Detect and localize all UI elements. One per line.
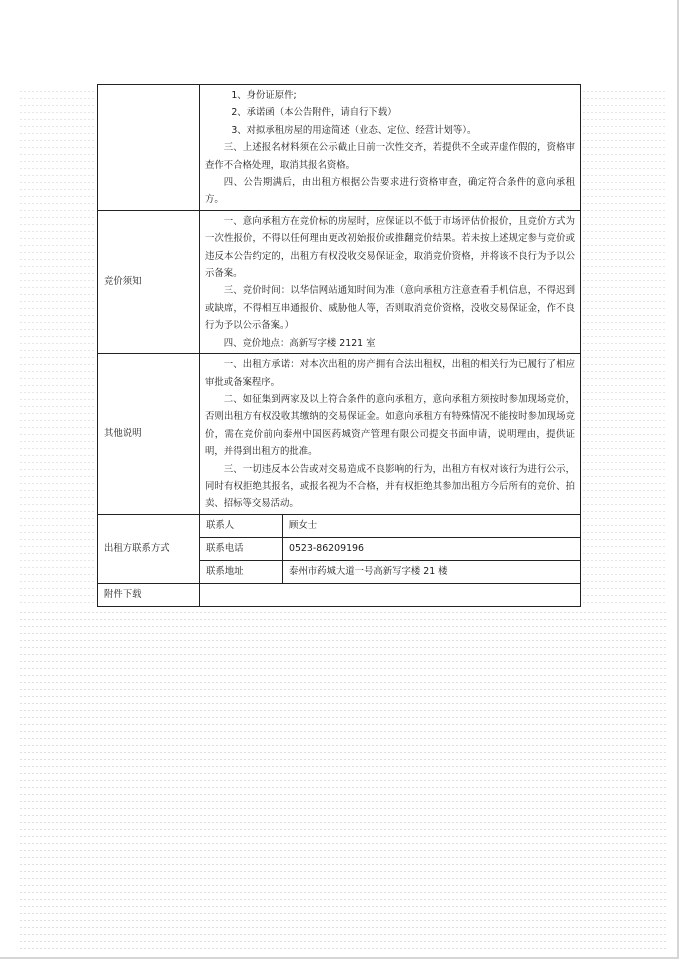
table-row bbox=[98, 514, 581, 537]
other-notes-content bbox=[200, 354, 581, 515]
attachment-download-cell[interactable] bbox=[200, 583, 581, 606]
contact-address-value: 泰州市药城大道一号高新写字楼 21 楼 bbox=[283, 560, 581, 583]
table-row bbox=[98, 210, 581, 353]
other-notes-label: 其他说明 bbox=[98, 354, 200, 515]
announcement-table bbox=[97, 84, 581, 607]
paragraph: 一、意向承租方在竞价标的房屋时，应保证以不低于市场评估价报价，且竞价方式为一次性报价，不得以任何理由更改初始报价或推翻竞价结果。若未按上述规定参与竞价或违反本公告约定的，出租方有权没收交易保证金，取消竞价资格，并将该不良行为予以公示备案。 bbox=[205, 215, 575, 280]
empty-label-cell bbox=[98, 85, 200, 211]
bidding-notice-content bbox=[200, 210, 581, 353]
paragraph: 四、竞价地点：高新写字楼 2121 室 bbox=[223, 337, 376, 349]
list-item: 1、身份证原件; bbox=[231, 90, 297, 101]
paragraph: 一、出租方承诺：对本次出租的房产拥有合法出租权，出租的相关行为已履行了相应审批或备案程序。 bbox=[205, 359, 575, 388]
list-item: 2、承诺函（本公告附件，请自行下载） bbox=[231, 107, 397, 119]
table-row bbox=[98, 85, 581, 211]
list-item: 3、对拟承租房屋的用途简述（业态、定位、经营计划等）。 bbox=[231, 124, 477, 136]
paragraph: 三、竞价时间：以华信网站通知时间为准（意向承租方注意查看手机信息，不得迟到或缺席，不得相互串通报价、威胁他人等，否则取消竞价资格，没收交易保证金，作不良行为予以公示备案。） bbox=[205, 285, 575, 332]
paragraph: 二、如征集到两家及以上符合条件的意向承租方，意向承租方须按时参加现场竞价，否则出租方有权没收其缴纳的交易保证金。如意向承租方有特殊情况不能按时参加现场竞价，需在竞价前向泰州中国医药城资产管理有限公司提交书面申请，说明理由，提供证明，并得到出租方的批准。 bbox=[205, 393, 575, 458]
attachment-download-label: 附件下载 bbox=[98, 583, 200, 606]
dotted-background-right bbox=[583, 85, 667, 605]
paragraph: 四、公告期满后，由出租方根据公告要求进行资格审查，确定符合条件的意向承租方。 bbox=[205, 177, 575, 206]
contact-phone-key: 联系电话 bbox=[200, 537, 283, 560]
contact-person-value: 顾女士 bbox=[283, 514, 581, 537]
lessor-contact-label: 出租方联系方式 bbox=[98, 514, 200, 583]
dotted-background-left bbox=[20, 85, 96, 605]
table-row bbox=[98, 583, 581, 606]
contact-phone-value: 0523-86209196 bbox=[283, 537, 581, 560]
paragraph: 三、上述报名材料须在公示截止日前一次性交齐，若提供不全或弄虚作假的，资格审查作不合格处理，取消其报名资格。 bbox=[205, 142, 575, 171]
bidding-notice-label: 竞价须知 bbox=[98, 210, 200, 353]
contact-address-key: 联系地址 bbox=[200, 560, 283, 583]
registration-materials-cell bbox=[200, 85, 581, 211]
table-row bbox=[98, 354, 581, 515]
paragraph: 三、一切违反本公告或对交易造成不良影响的行为，出租方有权对该行为进行公示，同时有权拒绝其报名，或报名视为不合格，并有权拒绝其参加出租方今后所有的竞价、拍卖、招标等交易活动。 bbox=[205, 463, 575, 510]
contact-person-key: 联系人 bbox=[200, 514, 283, 537]
dotted-background bbox=[20, 606, 668, 950]
